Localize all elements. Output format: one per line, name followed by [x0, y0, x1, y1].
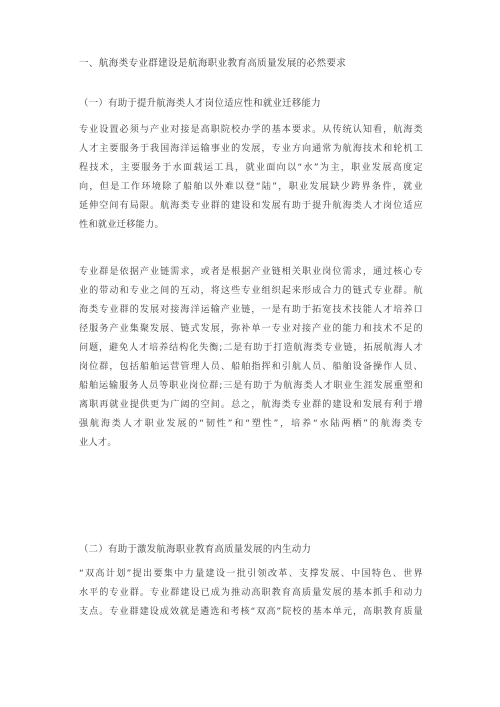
paragraph-line: 专业设置必须与产业对接是高职院校办学的基本要求。从传统认知看，航海类: [79, 125, 423, 135]
paragraph-line: 离职再就业提供更为广阔的空间。总之，航海类专业群的建设和发展有利于增: [79, 400, 423, 410]
paragraph-line: “双高计划”提出要集中力量建设一批引领改革、支撑发展、中国特色、世界: [79, 569, 423, 579]
subsection-heading-1: （一）有助于提升航海类人才岗位适应性和就业迁移能力: [79, 98, 321, 109]
paragraph-line: 程技术，主要服务于水面载运工具，就业面向以“水”为主，职业发展高度定: [79, 163, 423, 173]
paragraph-line: 岗位群，包括船舶运营管理人员、船舶指挥和引航人员、船舶设备操作人员、: [79, 362, 423, 372]
paragraph-line: 径服务产业集聚发展、链式发展，弥补单一专业对接产业的能力和技术不足的: [79, 324, 423, 334]
subsection-heading-2: （二）有助于激发航海职业教育高质量发展的内生动力: [79, 544, 312, 555]
paragraph-line: 业的带动和专业之间的互动，将这些专业组织起来形成合力的链式专业群。航: [79, 286, 423, 296]
section-heading: 一、航海类专业群建设是航海职业教育高质量发展的必然要求: [79, 58, 347, 69]
paragraph-line: 延伸空间有局限。航海类专业群的建设和发展有助于提升航海类人才岗位适应: [79, 201, 423, 211]
paragraph-line: 人才主要服务于我国海洋运输事业的发展，专业方向通常为航海技术和轮机工: [79, 144, 423, 154]
paragraph-line: 船舶运输服务人员等职业岗位群;三是有助于为航海类人才职业生涯发展重塑和: [79, 381, 423, 391]
paragraph-line: 性和就业迁移能力。: [79, 220, 164, 230]
paragraph-line: 强航海类人才职业发展的“韧性”和“塑性”，培养“水陆两栖”的航海类专: [79, 419, 423, 429]
paragraph-line: 支点。专业群建设成效就是遴选和考核“双高”院校的基本单元，高职教育质量: [79, 607, 423, 617]
paragraph-line: 水平的专业群。专业群建设已成为推动高职教育高质量发展的基本抓手和动力: [79, 588, 423, 598]
paragraph-line: 海类专业群的发展对接海洋运输产业链，一是有助于拓宽技术技能人才培养口: [79, 305, 423, 315]
paragraph-line: 专业群是依据产业链需求，或者是根据产业链相关职业岗位需求，通过核心专: [79, 267, 423, 277]
paragraph-line: 问题，避免人才培养结构化失衡;二是有助于打造航海类专业链，拓展航海人才: [79, 343, 423, 353]
paragraph-line: 向，但是工作环境除了船舶以外难以登“陆”，职业发展缺少跨界条件，就业: [79, 182, 423, 192]
paragraph-line: 业人才。: [79, 438, 117, 448]
